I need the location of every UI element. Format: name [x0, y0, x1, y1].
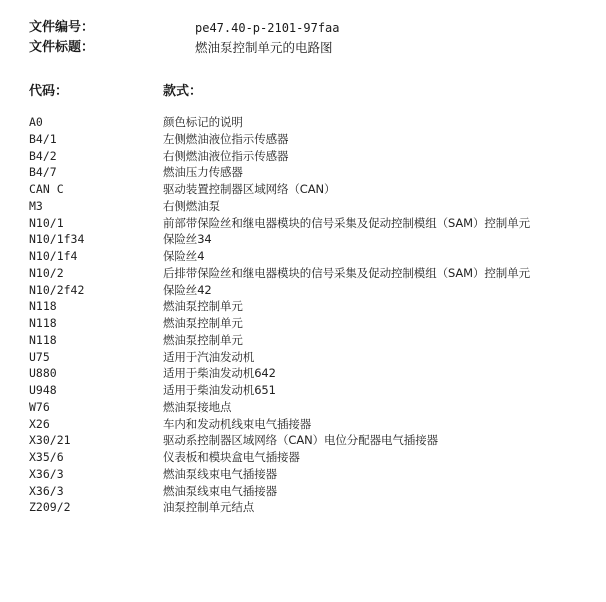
- item-code: N10/2f42: [29, 282, 85, 297]
- item-code: U948: [29, 383, 57, 397]
- list-item: [29, 148, 599, 165]
- item-code: N10/2: [29, 265, 64, 280]
- list-item: [29, 198, 599, 215]
- list-item: [29, 282, 599, 299]
- item-description: 燃油泵接地点: [163, 399, 232, 414]
- item-description: 驱动装置控制器区域网络（CAN）: [163, 182, 336, 196]
- item-description: 前部带保险丝和继电器模块的信号采集及促动控制模组（SAM）控制单元: [163, 215, 530, 230]
- item-code: M3: [29, 198, 43, 213]
- list-item: [29, 466, 599, 483]
- list-item: [29, 231, 599, 248]
- item-code: A0: [29, 115, 43, 129]
- list-item: [29, 114, 599, 131]
- list-item: [29, 298, 599, 315]
- list-item: [29, 248, 599, 265]
- item-description: 适用于柴油发动机642: [163, 366, 276, 381]
- list-item: [29, 416, 599, 433]
- item-description: 燃油泵控制单元: [163, 299, 243, 314]
- item-code: N10/1f4: [29, 249, 78, 263]
- item-code: X30/21: [29, 433, 71, 448]
- doc-number-value: pe47.40-p-2101-97faa: [195, 21, 340, 35]
- item-description: 适用于柴油发动机651: [163, 383, 276, 397]
- list-item: [29, 181, 599, 198]
- item-code: N118: [29, 332, 57, 347]
- list-item: [29, 315, 599, 332]
- list-item: [29, 365, 599, 382]
- item-code: N118: [29, 299, 57, 314]
- item-code: X36/3: [29, 466, 64, 481]
- doc-number-label: 文件编号：: [29, 20, 95, 35]
- item-description: 驱动系控制器区域网络（CAN）电位分配器电气插接器: [163, 433, 438, 448]
- item-code: N10/1f34: [29, 232, 85, 247]
- item-description: 油泵控制单元结点: [163, 500, 255, 515]
- list-item: [29, 382, 599, 399]
- item-code: N118: [29, 316, 57, 330]
- list-item: [29, 483, 599, 500]
- item-description: 保险丝42: [163, 282, 212, 297]
- list-item: [29, 215, 599, 232]
- list-item: [29, 349, 599, 366]
- item-code: CAN C: [29, 182, 64, 196]
- item-description: 右侧燃油液位指示传感器: [163, 148, 289, 163]
- item-description: 左侧燃油液位指示传感器: [163, 131, 289, 146]
- list-item: [29, 499, 599, 516]
- item-code: X36/3: [29, 483, 64, 498]
- item-description: 燃油泵控制单元: [163, 316, 243, 330]
- item-code: U75: [29, 349, 50, 364]
- item-description: 保险丝4: [163, 249, 205, 263]
- code-list: [29, 114, 599, 516]
- item-description: 燃油泵控制单元: [163, 332, 243, 347]
- item-code: Z209/2: [29, 500, 71, 515]
- item-column-header: 款式：: [163, 84, 203, 99]
- item-code: B4/2: [29, 148, 57, 163]
- doc-title-label: 文件标题：: [29, 40, 95, 55]
- item-code: U880: [29, 366, 57, 381]
- code-column-header: 代码：: [29, 84, 69, 99]
- item-description: 车内和发动机线束电气插接器: [163, 416, 312, 431]
- item-code: X26: [29, 416, 50, 431]
- item-description: 颜色标记的说明: [163, 115, 243, 129]
- item-description: 燃油泵线束电气插接器: [163, 466, 277, 481]
- item-code: B4/1: [29, 131, 57, 146]
- list-item: [29, 332, 599, 349]
- item-description: 适用于汽油发动机: [163, 349, 255, 364]
- item-description: 燃油压力传感器: [163, 165, 243, 180]
- list-item: [29, 164, 599, 181]
- item-description: 保险丝34: [163, 232, 212, 247]
- item-code: B4/7: [29, 165, 57, 180]
- list-item: [29, 449, 599, 466]
- item-description: 燃油泵线束电气插接器: [163, 483, 277, 498]
- item-description: 仪表板和模块盒电气插接器: [163, 450, 300, 464]
- item-code: N10/1: [29, 215, 64, 230]
- item-description: 右侧燃油泵: [163, 198, 220, 213]
- item-code: W76: [29, 399, 50, 414]
- list-item: [29, 399, 599, 416]
- list-item: [29, 131, 599, 148]
- item-description: 后排带保险丝和继电器模块的信号采集及促动控制模组（SAM）控制单元: [163, 265, 530, 280]
- doc-title-value: 燃油泵控制单元的电路图: [195, 40, 333, 55]
- item-code: X35/6: [29, 450, 64, 464]
- list-item: [29, 265, 599, 282]
- list-item: [29, 432, 599, 449]
